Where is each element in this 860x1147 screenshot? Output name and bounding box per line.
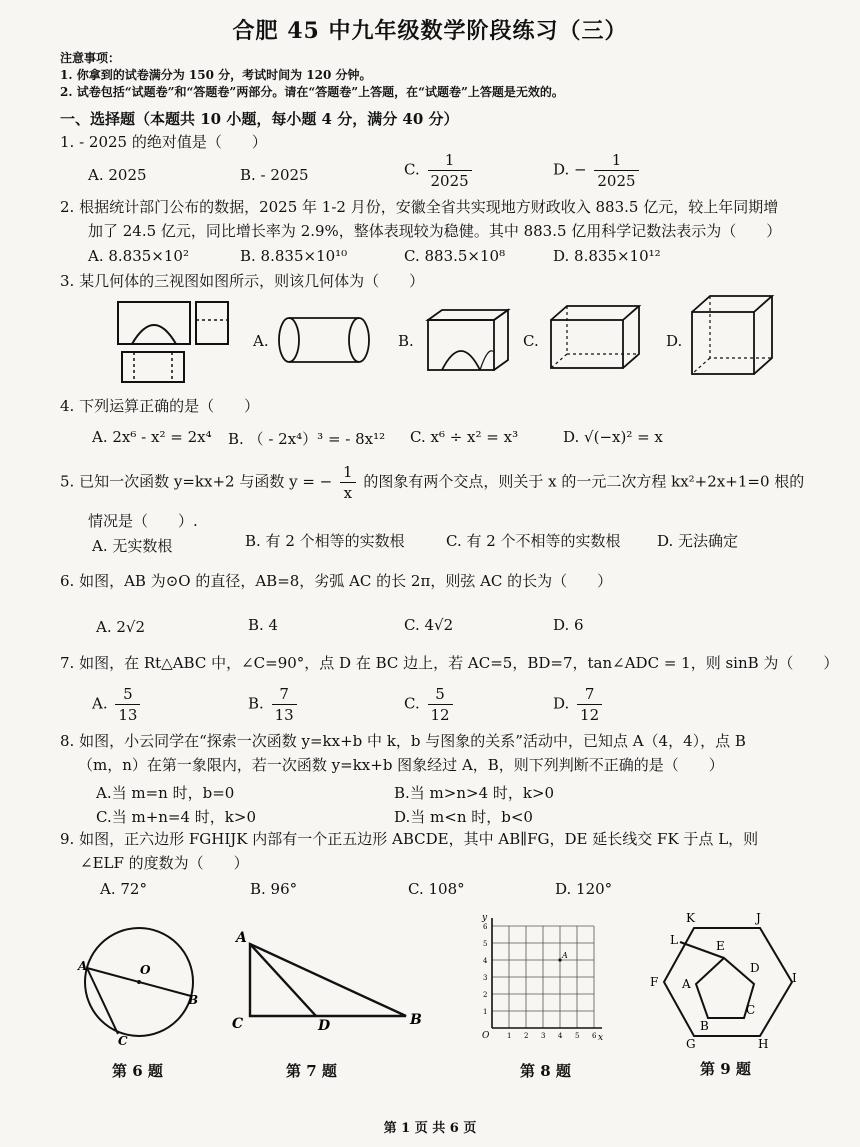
notes-head: 注意事项： xyxy=(60,51,121,65)
f8-tick-y5: 5 xyxy=(483,940,488,948)
q8-line-2: （m，n）在第一象限内，若一次函数 y=kx+b 图象经过 A，B，则下列判断不正确的是（ ） xyxy=(78,756,724,774)
q3-option-a: A. xyxy=(253,332,269,350)
f9-label-h: H xyxy=(758,1037,769,1050)
q1-option-d xyxy=(553,150,642,191)
q1-d-num: 1 xyxy=(594,150,638,171)
f7-label-d: D xyxy=(318,1018,331,1034)
q5-fraction xyxy=(340,462,356,503)
f8-tick-y2: 2 xyxy=(483,991,488,999)
q2-option-a: A. 8.835×10² xyxy=(88,247,189,265)
q7-a-fraction xyxy=(115,684,140,725)
q3-option-b: B. xyxy=(398,332,414,350)
q7-option-d xyxy=(553,684,605,725)
q7-option-b xyxy=(248,684,300,725)
q5-den: x xyxy=(343,484,353,502)
f8-tick-x6: 6 xyxy=(592,1032,597,1040)
q7-stem: 7. 如图，在 Rt△ABC 中，∠C=90°，点 D 在 BC 边上，若 AC=5，BD=7，tan∠ADC = 1，则 sinB 为（ ） xyxy=(60,654,839,672)
q8-option-b: B.当 m>n>4 时，k>0 xyxy=(394,784,555,802)
q1-c-fraction xyxy=(428,150,472,191)
q1-option-a: A. 2025 xyxy=(88,166,147,184)
f9-label-k: K xyxy=(686,911,695,925)
figure-9-caption: 第 9 题 xyxy=(700,1060,751,1078)
q5-l1-a: 5. 已知一次函数 y=kx+2 与函数 y = − xyxy=(60,472,333,491)
q7-a-label: A. xyxy=(92,694,108,713)
q8-option-d: D.当 m<n 时，b<0 xyxy=(394,808,533,826)
q7-c-num: 5 xyxy=(428,684,453,705)
q9-line-1: 9. 如图，正六边形 FGHIJK 内部有一个正五边形 ABCDE，其中 AB∥FG，DE 延长线交 FK 于点 L，则 xyxy=(60,830,759,848)
q5-option-d: D. 无法确定 xyxy=(657,532,739,550)
q8-line-1: 8. 如图，小云同学在“探索一次函数 y=kx+b 中 k，b 与图象的关系”活动中，已知点 A（4，4），点 B xyxy=(60,732,746,750)
figure-7-triangle xyxy=(228,926,428,1036)
f8-label-x: x xyxy=(598,1033,604,1043)
q9-option-c: C. 108° xyxy=(408,880,465,898)
q3-arch-solid xyxy=(418,306,518,376)
q3-three-views xyxy=(112,298,242,388)
f8-tick-y3: 3 xyxy=(483,974,488,982)
q6-option-d: D. 6 xyxy=(553,616,584,634)
q4-stem: 4. 下列运算正确的是（ ） xyxy=(60,397,260,415)
q4-option-d: D. √(−x)² = x xyxy=(563,428,663,446)
q6-option-c: C. 4√2 xyxy=(404,616,454,634)
q2-option-c: C. 883.5×10⁸ xyxy=(404,247,506,265)
q2-option-b: B. 8.835×10¹⁰ xyxy=(240,247,348,265)
f8-label-o: O xyxy=(482,1031,490,1041)
q7-option-c xyxy=(404,684,456,725)
q5-option-b: B. 有 2 个相等的实数根 xyxy=(245,532,405,550)
q7-b-fraction xyxy=(272,684,297,725)
figure-8-grid xyxy=(474,910,614,1050)
q3-cube xyxy=(688,292,778,378)
q5-l1-b: 的图象有两个交点，则关于 x 的一元二次方程 kx²+2x+1=0 根的 xyxy=(363,472,805,491)
page-footer: 第 1 页 共 6 页 xyxy=(383,1121,477,1136)
f6-label-c: C xyxy=(118,1034,128,1047)
f9-label-g: G xyxy=(686,1037,696,1050)
figure-6-circle xyxy=(74,922,204,1047)
q7-d-fraction xyxy=(577,684,602,725)
q7-b-num: 7 xyxy=(272,684,297,705)
figure-7-caption: 第 7 题 xyxy=(286,1062,337,1080)
q2-line-2: 加了 24.5 亿元，同比增长率为 2.9%，整体表现较为稳健。其中 883.5 亿用科学记数法表示为（ ） xyxy=(88,222,782,240)
f9-label-l: L xyxy=(670,933,678,947)
q6-option-b: B. 4 xyxy=(248,616,279,634)
q3-option-d: D. xyxy=(666,332,683,350)
q9-option-a: A. 72° xyxy=(100,880,147,898)
f8-tick-x4: 4 xyxy=(558,1032,563,1040)
q7-c-label: C. xyxy=(404,694,420,713)
q6-stem: 6. 如图，AB 为⊙O 的直径，AB=8，劣弧 AC 的长 2π，则弦 AC 的长为（ ） xyxy=(60,572,613,590)
q7-c-fraction xyxy=(428,684,453,725)
q7-a-num: 5 xyxy=(115,684,140,705)
q1-stem: 1. - 2025 的绝对值是（ ） xyxy=(60,133,267,151)
f9-label-f: F xyxy=(650,975,659,989)
f6-label-o: O xyxy=(140,963,151,977)
q7-option-a xyxy=(92,684,143,725)
q3-cylinder xyxy=(275,312,375,368)
f8-tick-y6: 6 xyxy=(483,923,488,931)
q1-c-num: 1 xyxy=(428,150,472,171)
f9-label-j: J xyxy=(756,911,761,925)
f6-label-a: A xyxy=(78,959,88,973)
f8-tick-x2: 2 xyxy=(524,1032,529,1040)
q7-c-den: 12 xyxy=(430,706,450,724)
q5-option-a: A. 无实数根 xyxy=(92,537,173,555)
f9-label-a: A xyxy=(682,977,691,991)
q7-d-num: 7 xyxy=(577,684,602,705)
f9-label-i: I xyxy=(792,971,797,985)
q5-num: 1 xyxy=(340,462,356,483)
figure-8-caption: 第 8 题 xyxy=(520,1062,571,1080)
f8-tick-x5: 5 xyxy=(575,1032,580,1040)
f8-tick-x3: 3 xyxy=(541,1032,546,1040)
q9-line-2: ∠ELF 的度数为（ ） xyxy=(80,854,249,872)
f9-label-e: E xyxy=(716,939,725,953)
q7-a-den: 13 xyxy=(118,706,138,724)
note-2: 2. 试卷包括“试题卷”和“答题卷”两部分。请在“答题卷”上答题，在“试题卷”上答题是无效的。 xyxy=(60,85,564,99)
f8-label-y: y xyxy=(482,913,488,923)
q9-option-d: D. 120° xyxy=(555,880,613,898)
q8-option-a: A.当 m=n 时，b=0 xyxy=(96,784,235,802)
f9-label-d: D xyxy=(750,961,760,975)
q7-d-label: D. xyxy=(553,694,570,713)
q7-b-den: 13 xyxy=(274,706,294,724)
q3-option-c: C. xyxy=(523,332,539,350)
q7-b-label: B. xyxy=(248,694,264,713)
figure-9-hexagon xyxy=(650,910,800,1050)
q2-line-1: 2. 根据统计部门公布的数据，2025 年 1-2 月份，安徽全省共实现地方财政收入 883.5 亿元，较上年同期增 xyxy=(60,198,779,216)
q5-option-c: C. 有 2 个不相等的实数根 xyxy=(446,532,621,550)
notes xyxy=(60,50,564,101)
q1-c-label: C. xyxy=(404,160,420,179)
f6-label-b: B xyxy=(188,993,199,1007)
f9-label-c: C xyxy=(746,1003,756,1017)
q3-stem: 3. 某几何体的三视图如图所示，则该几何体为（ ） xyxy=(60,272,425,290)
q2-option-d: D. 8.835×10¹² xyxy=(553,247,661,265)
f7-label-b: B xyxy=(410,1012,422,1028)
q1-c-den: 2025 xyxy=(430,172,469,190)
q4-option-b: B. （ - 2x⁴）³ = - 8x¹² xyxy=(228,430,386,448)
q3-cuboid xyxy=(547,302,647,374)
section-1-heading: 一、选择题（本题共 10 小题，每小题 4 分，满分 40 分） xyxy=(60,110,459,128)
f8-tick-y1: 1 xyxy=(483,1008,488,1016)
q1-option-b: B. - 2025 xyxy=(240,166,309,184)
f8-tick-x1: 1 xyxy=(507,1032,512,1040)
page-title: 合肥 45 中九年级数学阶段练习（三） xyxy=(232,18,628,44)
note-1: 1. 你拿到的试卷满分为 150 分，考试时间为 120 分钟。 xyxy=(60,68,372,82)
q5-line-2: 情况是（ ）. xyxy=(88,512,198,530)
q5-line-1 xyxy=(60,462,804,503)
f9-label-b: B xyxy=(700,1019,709,1033)
q1-d-den: 2025 xyxy=(597,172,636,190)
q9-option-b: B. 96° xyxy=(250,880,298,898)
q4-option-a: A. 2x⁶ - x² = 2x⁴ xyxy=(92,428,212,446)
f7-label-a: A xyxy=(236,930,247,946)
q1-option-c xyxy=(404,150,475,191)
q6-option-a: A. 2√2 xyxy=(96,618,146,636)
f8-label-a: A xyxy=(562,951,568,960)
f7-label-c: C xyxy=(232,1016,244,1032)
q1-d-label: D. − xyxy=(553,160,587,179)
f8-tick-y4: 4 xyxy=(483,957,488,965)
q4-option-c: C. x⁶ ÷ x² = x³ xyxy=(410,428,519,446)
q7-d-den: 12 xyxy=(580,706,600,724)
q8-option-c: C.当 m+n=4 时，k>0 xyxy=(96,808,257,826)
figure-6-caption: 第 6 题 xyxy=(112,1062,163,1080)
q1-d-fraction xyxy=(594,150,638,191)
